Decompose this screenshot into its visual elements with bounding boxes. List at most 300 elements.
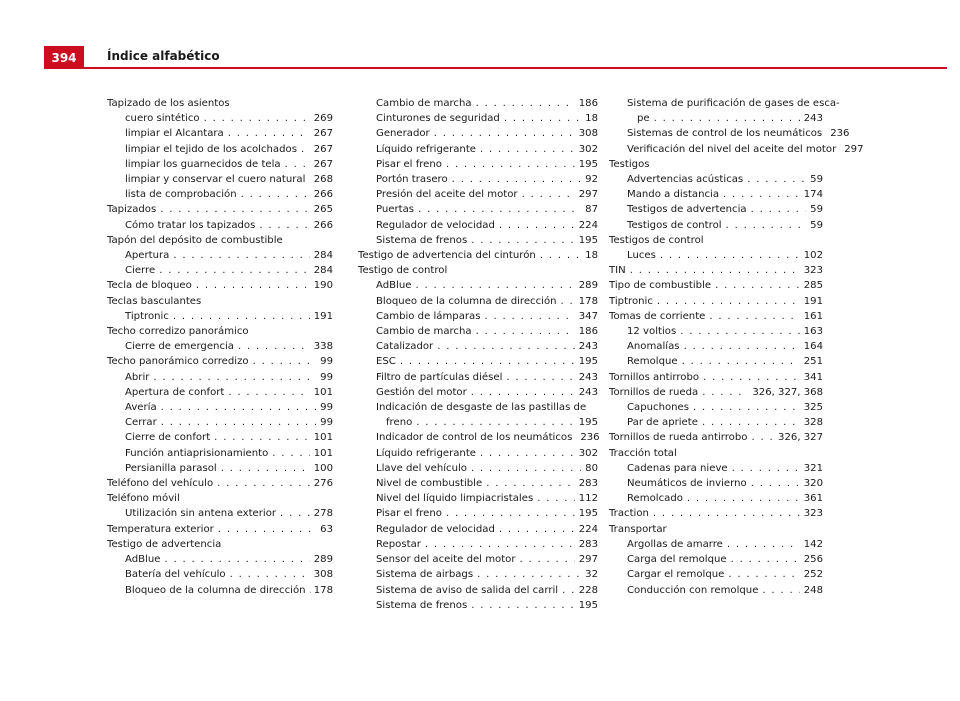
index-entry-text: Sistema de airbags xyxy=(376,569,474,581)
dot-leader xyxy=(164,552,309,567)
index-entry xyxy=(609,172,823,187)
dot-leader xyxy=(687,491,800,506)
page-reference: 99 xyxy=(320,402,333,414)
index-entry xyxy=(107,157,333,172)
index-entry-text: Sistema de frenos xyxy=(376,599,468,611)
page-reference: 328 xyxy=(803,417,823,429)
index-entry-text: Presión del aceite del motor xyxy=(376,189,518,201)
index-entry xyxy=(609,218,823,233)
dot-leader xyxy=(540,248,581,263)
dot-leader xyxy=(446,157,575,172)
index-entry xyxy=(107,354,333,369)
index-entry-text: Tiptronic xyxy=(609,295,653,307)
page-reference: 256 xyxy=(803,554,823,566)
dot-leader xyxy=(280,506,310,521)
index-entry-text: Tapizados xyxy=(107,204,157,216)
page-reference: 101 xyxy=(313,447,333,459)
dot-leader xyxy=(506,370,574,385)
page-reference: 278 xyxy=(313,508,333,520)
dot-leader xyxy=(161,415,316,430)
index-entry-text: Gestión del motor xyxy=(376,386,467,398)
dot-leader xyxy=(400,354,575,369)
page-reference: 267 xyxy=(313,158,333,170)
index-entry xyxy=(107,430,333,445)
page-reference: 195 xyxy=(578,508,598,520)
index-entry xyxy=(609,339,823,354)
index-entry xyxy=(609,567,823,582)
index-entry-text: Cambio de marcha xyxy=(376,98,472,109)
page-reference: 302 xyxy=(578,143,598,155)
index-entry-text: freno xyxy=(386,417,413,429)
index-entry xyxy=(358,202,598,217)
dot-leader xyxy=(702,415,800,430)
index-entry-text: Verificación del nivel del aceite del motor xyxy=(627,143,837,155)
index-entry xyxy=(609,552,823,567)
page-reference: 236 xyxy=(830,128,850,140)
index-entry xyxy=(107,583,333,598)
index-entry xyxy=(358,583,598,598)
index-heading: Teléfono móvil xyxy=(107,493,180,505)
index-entry-text: Testigo de advertencia del cinturón xyxy=(358,250,536,262)
index-entry xyxy=(609,385,823,400)
dot-leader xyxy=(476,96,575,111)
dot-leader xyxy=(499,522,575,537)
index-entry-text: Generador xyxy=(376,128,430,140)
dot-leader xyxy=(285,157,310,172)
index-heading: Transportar xyxy=(609,523,667,535)
index-entry xyxy=(358,187,598,202)
page-number: 394 xyxy=(51,50,77,65)
page-reference: 195 xyxy=(578,599,598,611)
index-entry-text: Tornillos antirrobo xyxy=(609,371,700,383)
dot-leader xyxy=(471,598,575,613)
index-entry xyxy=(107,172,333,187)
dot-leader xyxy=(221,461,310,476)
index-entry-text: limpiar el Alcantara xyxy=(125,128,224,140)
dot-leader xyxy=(161,400,317,415)
page-reference: 164 xyxy=(803,341,823,353)
page-reference: 32 xyxy=(585,569,598,581)
index-entry-text: Argollas de amarre xyxy=(627,538,723,550)
page-reference: 323 xyxy=(803,508,823,520)
index-entry xyxy=(358,567,598,582)
index-entry-text: Advertencias acústicas xyxy=(627,174,744,186)
page-reference: 308 xyxy=(578,128,598,140)
dot-leader xyxy=(418,202,581,217)
dot-leader xyxy=(562,583,575,598)
index-entry xyxy=(358,157,598,172)
index-entry xyxy=(609,537,823,552)
index-column-1 xyxy=(107,96,333,598)
page-reference: 92 xyxy=(585,174,598,186)
index-heading: Testigos de control xyxy=(609,234,704,246)
index-entry xyxy=(107,187,333,202)
index-entry-text: Cierre xyxy=(125,265,156,277)
index-entry-text: Llave del vehículo xyxy=(376,462,467,474)
index-entry-text: Carga del remolque xyxy=(627,554,727,566)
index-entry-text: Capuchones xyxy=(627,402,690,414)
page-reference: 224 xyxy=(578,523,598,535)
dot-leader xyxy=(660,248,800,263)
page-reference: 243 xyxy=(578,341,598,353)
index-entry xyxy=(107,461,333,476)
page-reference: 297 xyxy=(844,143,864,155)
dot-leader xyxy=(241,187,310,202)
dot-leader xyxy=(471,461,581,476)
page-reference: 243 xyxy=(803,113,823,125)
page-reference: 186 xyxy=(578,98,598,109)
index-entry-text: Cambio de marcha xyxy=(376,326,472,338)
dot-leader xyxy=(228,385,309,400)
dot-leader xyxy=(476,324,575,339)
dot-leader xyxy=(723,187,800,202)
dot-leader xyxy=(217,476,310,491)
index-entry xyxy=(358,324,598,339)
page-reference: 347 xyxy=(578,310,598,322)
page-reference: 326, 327 xyxy=(778,432,823,444)
page-reference: 174 xyxy=(803,189,823,201)
dot-leader xyxy=(416,415,574,430)
dot-leader xyxy=(731,552,800,567)
index-entry-text: pe xyxy=(637,113,650,125)
dot-leader xyxy=(693,400,800,415)
index-entry xyxy=(107,446,333,461)
page-reference: 224 xyxy=(578,219,598,231)
dot-leader xyxy=(561,294,575,309)
index-entry xyxy=(358,142,598,157)
dot-leader xyxy=(630,263,800,278)
index-entry-text: Sensor del aceite del motor xyxy=(376,554,516,566)
dot-leader xyxy=(452,172,581,187)
index-heading: Tapizado de los asientos xyxy=(107,98,230,109)
index-entry xyxy=(609,370,823,385)
index-entry xyxy=(609,400,823,415)
dot-leader xyxy=(425,537,575,552)
index-entry-text: limpiar el tejido de los acolchados xyxy=(125,143,297,155)
page-reference: 102 xyxy=(803,250,823,262)
index-entry-text: Filtro de partículas diésel xyxy=(376,371,503,383)
index-entry-text: Tiptronic xyxy=(125,310,169,322)
dot-leader xyxy=(159,263,310,278)
index-heading: Testigo de advertencia xyxy=(107,538,222,550)
index-entry xyxy=(358,461,598,476)
index-entry xyxy=(609,461,823,476)
page-reference: 266 xyxy=(313,189,333,201)
dot-leader xyxy=(654,111,800,126)
page-reference: 99 xyxy=(320,356,333,368)
dot-leader xyxy=(726,218,807,233)
dot-leader xyxy=(537,491,575,506)
page-reference: 101 xyxy=(313,386,333,398)
index-entry xyxy=(609,126,850,141)
index-entry xyxy=(358,294,598,309)
index-entry xyxy=(358,111,598,126)
page-reference: 338 xyxy=(313,341,333,353)
index-entry xyxy=(609,111,823,126)
index-entry-text: Pisar el freno xyxy=(376,158,442,170)
index-entry-text: cuero sintético xyxy=(125,113,200,125)
index-entry xyxy=(358,537,598,552)
index-entry-text: Nivel de combustible xyxy=(376,478,483,490)
page-reference: 99 xyxy=(320,371,333,383)
index-entry xyxy=(107,476,333,491)
index-entry-text: 12 voltios xyxy=(627,326,677,338)
dot-leader xyxy=(709,309,799,324)
dot-leader xyxy=(751,430,774,445)
page-reference: 18 xyxy=(585,250,598,262)
dot-leader xyxy=(415,278,574,293)
dot-leader xyxy=(657,294,800,309)
index-entry-text: Apertura xyxy=(125,250,170,262)
dot-leader xyxy=(446,506,575,521)
index-entry-text: Cargar el remolque xyxy=(627,569,725,581)
index-entry xyxy=(107,248,333,263)
index-heading: Tracción total xyxy=(609,447,677,459)
page-reference: 195 xyxy=(578,234,598,246)
index-heading: Tapón del depósito de combustible xyxy=(107,234,283,246)
page-reference: 59 xyxy=(810,219,823,231)
page-reference: 251 xyxy=(803,356,823,368)
dot-leader xyxy=(471,233,575,248)
index-heading: Testigo de control xyxy=(358,265,448,277)
page-reference: 59 xyxy=(810,174,823,186)
page-reference: 361 xyxy=(803,493,823,505)
dot-leader xyxy=(214,430,310,445)
index-entry-text: Anomalías xyxy=(627,341,680,353)
page-reference: 63 xyxy=(320,523,333,535)
page-reference: 18 xyxy=(585,113,598,125)
dot-leader xyxy=(218,522,316,537)
index-entry xyxy=(107,506,333,521)
index-entry xyxy=(358,126,598,141)
index-entry-text: Sistema de aviso de salida del carril xyxy=(376,584,559,596)
dot-leader xyxy=(204,111,310,126)
index-entry xyxy=(107,415,333,430)
page-reference: 341 xyxy=(803,371,823,383)
index-entry xyxy=(107,309,333,324)
index-entry xyxy=(609,142,864,157)
index-entry-text: AdBlue xyxy=(376,280,412,292)
index-entry-text: Portón trasero xyxy=(376,174,448,186)
index-entry xyxy=(609,263,823,278)
index-entry-text: Cómo tratar los tapizados xyxy=(125,219,256,231)
dot-leader xyxy=(272,446,309,461)
dot-leader xyxy=(499,218,575,233)
index-entry xyxy=(107,385,333,400)
index-entry xyxy=(358,96,598,111)
index-heading: Techo corredizo panorámico xyxy=(107,326,249,338)
page-reference: 100 xyxy=(313,462,333,474)
page-reference: 284 xyxy=(313,265,333,277)
index-entry-text: Catalizador xyxy=(376,341,434,353)
index-entry xyxy=(358,522,598,537)
index-entry-text: Sistema de purificación de gases de esca- xyxy=(627,98,840,109)
dot-leader xyxy=(703,370,800,385)
index-entry-text: Repostar xyxy=(376,538,421,550)
index-entry-text: Remolcado xyxy=(627,493,683,505)
index-entry xyxy=(609,309,823,324)
index-entry-text: Cambio de lámparas xyxy=(376,310,481,322)
dot-leader xyxy=(751,202,807,217)
dot-leader xyxy=(471,385,575,400)
dot-leader xyxy=(173,248,309,263)
page-reference: 265 xyxy=(313,204,333,216)
dot-leader xyxy=(301,142,310,157)
index-entry-text: Tomas de corriente xyxy=(609,310,706,322)
page-reference: 323 xyxy=(803,265,823,277)
dot-leader xyxy=(682,354,800,369)
page-reference: 190 xyxy=(313,280,333,292)
dot-leader xyxy=(477,567,581,582)
page-reference: 320 xyxy=(803,478,823,490)
index-entry-text: Neumáticos de invierno xyxy=(627,478,747,490)
page-reference: 161 xyxy=(803,310,823,322)
index-entry xyxy=(107,370,333,385)
index-entry xyxy=(609,506,823,521)
index-entry-text: Función antiaprisionamiento xyxy=(125,447,269,459)
page-reference: 308 xyxy=(313,569,333,581)
index-entry-text: Pisar el freno xyxy=(376,508,442,520)
index-entry-text: Cadenas para nieve xyxy=(627,462,728,474)
index-entry-text: limpiar y conservar el cuero natural xyxy=(125,174,306,186)
index-entry xyxy=(107,142,333,157)
index-entry xyxy=(107,263,333,278)
index-column-2 xyxy=(358,96,598,613)
dot-leader xyxy=(504,111,581,126)
page-reference: 297 xyxy=(578,554,598,566)
page-reference: 87 xyxy=(585,204,598,216)
index-entry xyxy=(107,278,333,293)
index-entry-text: Bloqueo de la columna de dirección xyxy=(125,584,306,596)
page-reference: 195 xyxy=(578,417,598,429)
page-reference: 321 xyxy=(803,462,823,474)
page-reference: 243 xyxy=(578,371,598,383)
dot-leader xyxy=(238,339,310,354)
index-entry xyxy=(107,218,333,233)
index-entry xyxy=(107,111,333,126)
index-entry xyxy=(358,415,598,430)
index-entry xyxy=(609,324,823,339)
index-entry xyxy=(609,294,823,309)
dot-leader xyxy=(253,354,317,369)
dot-leader xyxy=(173,309,310,324)
index-entry-text: Techo panorámico corredizo xyxy=(107,356,249,368)
page-reference: 59 xyxy=(810,204,823,216)
dot-leader xyxy=(228,126,310,141)
index-entry xyxy=(609,491,823,506)
index-entry-text: Cierre de emergencia xyxy=(125,341,234,353)
index-entry xyxy=(609,430,823,445)
index-entry-text: Bloqueo de la columna de dirección xyxy=(376,295,557,307)
index-entry-text: Cierre de confort xyxy=(125,432,211,444)
index-entry xyxy=(609,354,823,369)
index-entry-text: Luces xyxy=(627,250,656,262)
dot-leader xyxy=(680,324,800,339)
dot-leader xyxy=(522,187,575,202)
page-reference: 191 xyxy=(803,295,823,307)
index-entry-text: Testigos de advertencia xyxy=(627,204,747,216)
index-entry-text: Puertas xyxy=(376,204,415,216)
page-number-badge xyxy=(44,46,84,69)
index-entry-text: Sistemas de control de los neumáticos xyxy=(627,128,823,140)
page-reference: 283 xyxy=(578,538,598,550)
page-reference: 112 xyxy=(578,493,598,505)
page-reference: 325 xyxy=(803,402,823,414)
page-title: Índice alfabético xyxy=(107,49,220,63)
index-entry-text: limpiar los guarnecidos de tela xyxy=(125,158,281,170)
dot-leader xyxy=(259,218,309,233)
dot-leader xyxy=(728,567,799,582)
page-reference: 195 xyxy=(578,356,598,368)
index-entry-text: Nivel del líquido limpiacristales xyxy=(376,493,534,505)
index-entry-text: ESC xyxy=(376,356,396,368)
dot-leader xyxy=(751,476,800,491)
page-reference: 228 xyxy=(578,584,598,596)
index-entry xyxy=(358,446,598,461)
dot-leader xyxy=(715,278,800,293)
index-entry xyxy=(609,415,823,430)
index-entry-text: Mando a distancia xyxy=(627,189,720,201)
page-reference: 302 xyxy=(578,447,598,459)
index-column-3 xyxy=(609,96,864,598)
page-reference: 289 xyxy=(313,554,333,566)
index-entry xyxy=(358,598,598,613)
index-heading: Teclas basculantes xyxy=(107,295,202,307)
dot-leader xyxy=(653,506,800,521)
index-entry-text: TIN xyxy=(609,265,626,277)
dot-leader xyxy=(684,339,800,354)
page-reference: 285 xyxy=(803,280,823,292)
index-entry-text: Apertura de confort xyxy=(125,386,225,398)
index-entry-text: Conducción con remolque xyxy=(627,584,759,596)
index-entry-text: Persianilla parasol xyxy=(125,462,217,474)
index-entry-text: Cinturones de seguridad xyxy=(376,113,500,125)
page-reference: 297 xyxy=(578,189,598,201)
dot-leader xyxy=(437,339,575,354)
index-entry xyxy=(358,339,598,354)
page-reference: 266 xyxy=(313,219,333,231)
page-reference: 289 xyxy=(578,280,598,292)
dot-leader xyxy=(519,552,574,567)
index-entry xyxy=(358,309,598,324)
header-divider xyxy=(44,67,947,69)
index-entry-text: Cerrar xyxy=(125,417,157,429)
index-entry-text: Líquido refrigerante xyxy=(376,447,476,459)
index-entry-text: Tornillos de rueda xyxy=(609,386,699,398)
page-reference: 101 xyxy=(313,432,333,444)
page-reference: 178 xyxy=(313,584,333,596)
index-entry xyxy=(107,552,333,567)
index-entry xyxy=(358,552,598,567)
index-entry xyxy=(358,218,598,233)
index-entry-text: Batería del vehículo xyxy=(125,569,226,581)
page-reference: 186 xyxy=(578,326,598,338)
page-reference: 191 xyxy=(313,310,333,322)
index-entry xyxy=(358,233,598,248)
page-reference: 236 xyxy=(580,432,600,444)
index-entry-text: Traction xyxy=(609,508,649,520)
page-reference: 284 xyxy=(313,250,333,262)
page-reference: 267 xyxy=(313,128,333,140)
page-reference: 326, 327, 368 xyxy=(752,386,823,398)
index-entry xyxy=(358,278,598,293)
page-reference: 178 xyxy=(578,295,598,307)
dot-leader xyxy=(196,278,310,293)
dot-leader xyxy=(486,476,575,491)
page-reference: 99 xyxy=(320,417,333,429)
index-entry-text: lista de comprobación xyxy=(125,189,237,201)
index-entry xyxy=(107,202,333,217)
